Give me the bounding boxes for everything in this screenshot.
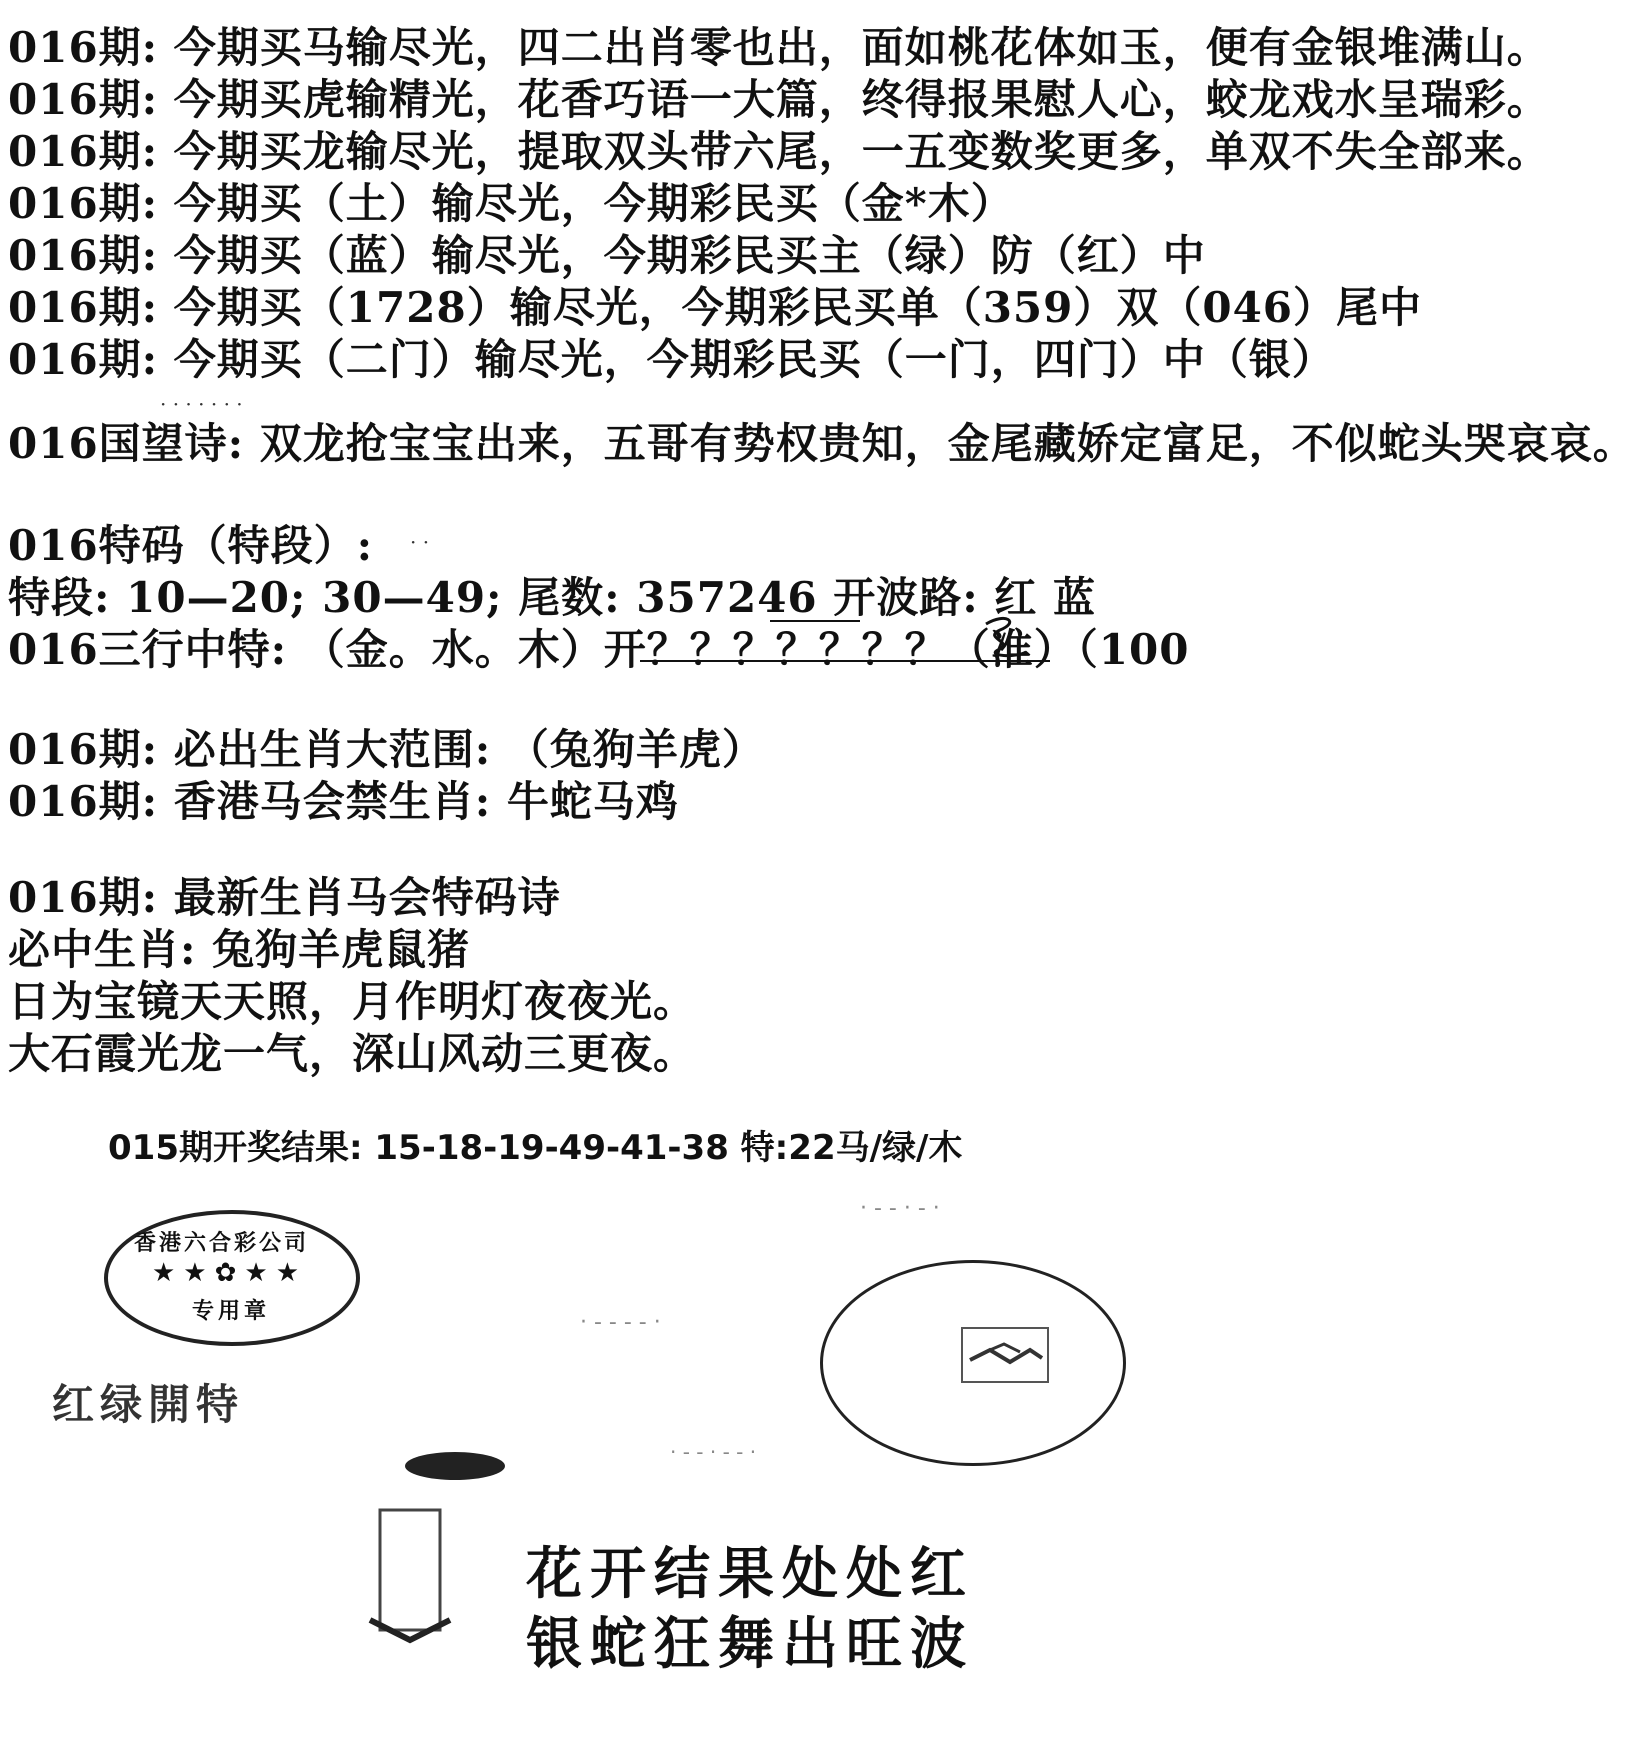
verse-line-1: 日为宝镜天天照，月作明灯夜夜光。: [8, 977, 697, 1026]
faint-marks-2: · ‐ ‐ ‐ ‐ ·: [580, 1310, 661, 1335]
tema-line: 特段: 10—20; 30—49; 尾数: 357246 开波路: 红 蓝: [8, 573, 1097, 622]
faint-marks-3: · ‐ ‐ · ‐ ‐ ·: [670, 1440, 757, 1464]
decorative-blob: [400, 1448, 510, 1484]
scribble-mark: [976, 612, 1036, 662]
verse-line-2: 大石霞光龙一气，深山风动三更夜。: [8, 1029, 697, 1078]
stamp-bottom-text: 专用章: [192, 1299, 271, 1324]
decorative-figure: [360, 1500, 460, 1650]
zuixin-line: 016期: 最新生肖马会特码诗: [8, 873, 561, 922]
slogan-line-2: 银蛇狂舞出旺波: [526, 1612, 974, 1677]
jin-line: 016期: 香港马会禁生肖: 牛蛇马鸡: [8, 777, 679, 826]
stamp-stars: ★★✿★★: [152, 1258, 308, 1288]
slogan-line-1: 花开结果处处红: [526, 1542, 974, 1607]
text-line-1: 016期: 今期买马输尽光，四二出肖零也出，面如桃花体如玉，便有金银堆满山。: [8, 23, 1550, 72]
text-line-2: 016期: 今期买虎输精光，花香巧语一大篇，终得报果慰人心，蛟龙戏水呈瑞彩。: [8, 75, 1550, 124]
stamp-top-text: 香港六合彩公司: [134, 1231, 310, 1256]
faint-marks-1: · ‐ ‐ · ‐ ·: [860, 1196, 940, 1221]
tema-title: 016特码（特段）:: [8, 521, 374, 570]
text-line-3: 016期: 今期买龙输尽光，提取双头带六尾，一五变数奖更多，单双不失全部来。: [8, 127, 1550, 176]
text-line-6: 016期: 今期买（1728）输尽光，今期彩民买单（359）双（046）尾中: [8, 283, 1423, 332]
scan-dots: · · · · · · ·: [160, 392, 243, 416]
poem-line: 016国望诗: 双龙抢宝宝出来，五哥有势权贵知，金尾藏娇定富足，不似蛇头哭哀哀。: [8, 419, 1636, 468]
hongluo-text: 红绿開特: [52, 1380, 245, 1429]
text-line-5: 016期: 今期买（蓝）输尽光，今期彩民买主（绿）防（红）中: [8, 231, 1206, 280]
fanwei-line: 016期: 必出生肖大范围: （兔狗羊虎）: [8, 725, 765, 774]
sanxing-line: 016三行中特: （金。水。木）开？？？？？？？（准）（100: [8, 625, 1190, 674]
bizhong-line: 必中生肖: 兔狗羊虎鼠猪: [8, 925, 471, 974]
scan-dots-2: · ·: [410, 530, 430, 554]
handshake-icon: [960, 1320, 1050, 1390]
tema-underline: [770, 580, 860, 622]
text-line-7: 016期: 今期买（二门）输尽光，今期彩民买（一门，四门）中（银）: [8, 335, 1335, 384]
text-line-4: 016期: 今期买（土）输尽光，今期彩民买（金*木）: [8, 179, 1014, 228]
result-line: 015期开奖结果: 15-18-19-49-41-38 特:22马/绿/木: [108, 1128, 963, 1168]
